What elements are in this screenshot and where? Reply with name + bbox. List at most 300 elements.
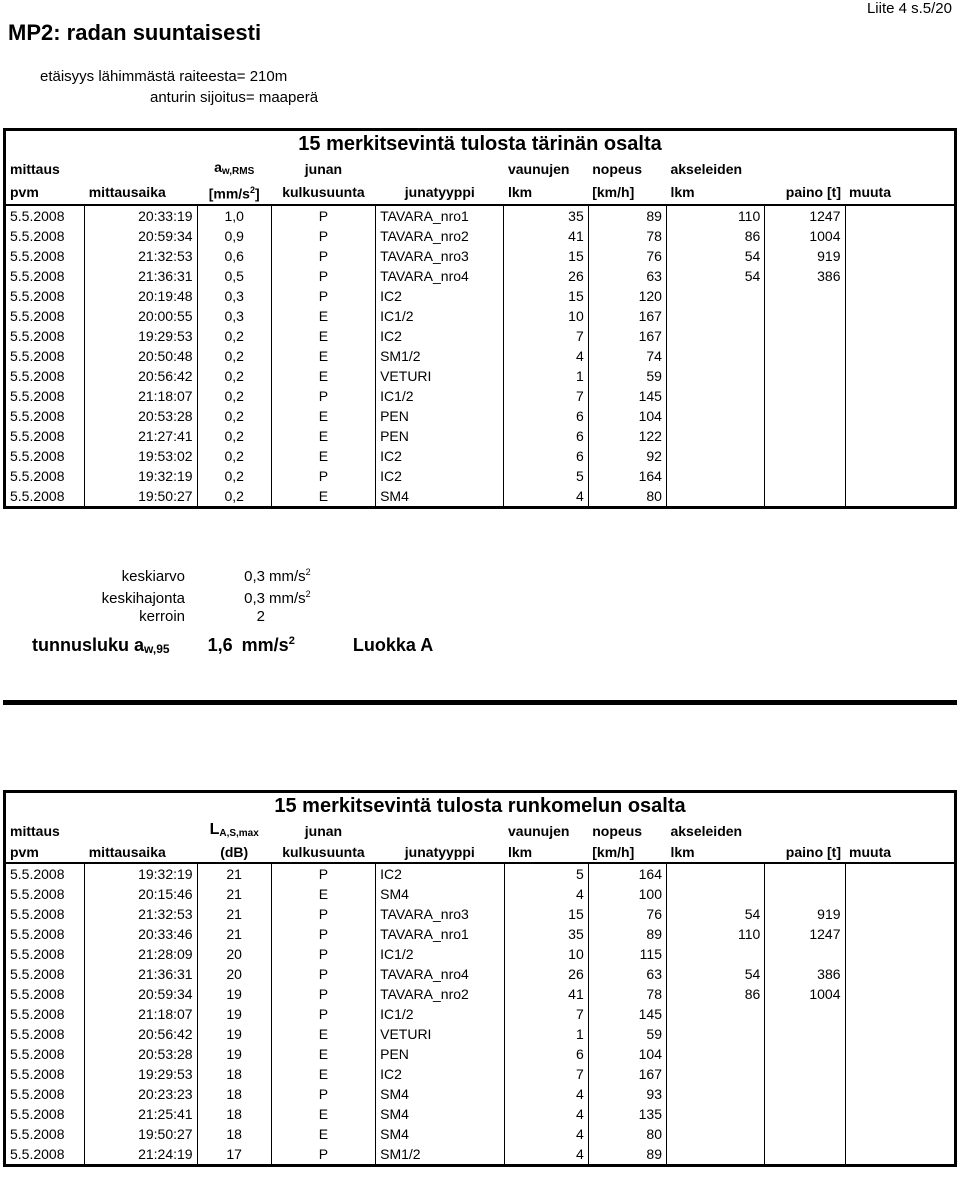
col-header-l: LA,S,max [209, 821, 259, 839]
table-cell: TAVARA_nro2 [376, 226, 504, 246]
sensor-line [150, 89, 318, 106]
table-cell: 5.5.2008 [5, 246, 85, 266]
table-cell: 86 [666, 226, 764, 246]
table-cell [765, 884, 845, 904]
table-cell [666, 466, 764, 486]
table-row [5, 326, 956, 346]
table-cell [845, 486, 956, 508]
table-cell: 5.5.2008 [5, 1124, 85, 1144]
table-cell: 386 [765, 266, 845, 286]
table-cell [845, 446, 956, 466]
table-cell: SM4 [376, 486, 504, 508]
stat-factor-value: 2 [256, 608, 265, 625]
col-header: vaunujen [508, 822, 570, 839]
table-cell [845, 1004, 955, 1024]
table-cell: SM4 [376, 1104, 504, 1124]
col-header: akseleiden [670, 160, 743, 177]
table-row [5, 386, 956, 406]
table-cell: IC1/2 [376, 306, 504, 326]
table-cell: 19:50:27 [85, 486, 197, 508]
table-cell: 19:32:19 [85, 466, 197, 486]
table-cell: 19 [197, 1044, 271, 1064]
col-header [376, 819, 504, 842]
table-cell: P [271, 286, 375, 306]
table-cell: 19:29:53 [85, 326, 197, 346]
table-cell: 5.5.2008 [5, 863, 85, 884]
vibration-section-title: 15 merkitsevintä tulosta tärinän osalta [298, 133, 662, 155]
table-row [5, 944, 956, 964]
table-cell: 164 [588, 466, 666, 486]
table-cell: E [271, 346, 375, 366]
table-cell: 135 [588, 1104, 666, 1124]
table-cell [666, 1144, 764, 1166]
table-cell: 5.5.2008 [5, 406, 85, 426]
table-cell: 20 [197, 964, 271, 984]
table-cell: PEN [376, 426, 504, 446]
table-cell: TAVARA_nro3 [376, 246, 504, 266]
table-cell: 6 [504, 406, 588, 426]
table-cell: 4 [504, 1124, 588, 1144]
table-cell: 21:27:41 [85, 426, 197, 446]
table-cell: 1 [504, 1024, 588, 1044]
table-cell: SM4 [376, 1084, 504, 1104]
table-row [5, 446, 956, 466]
table-cell: VETURI [376, 1024, 504, 1044]
table-cell: 54 [666, 266, 764, 286]
table-cell: 20 [197, 944, 271, 964]
table-cell: IC1/2 [376, 944, 504, 964]
table-cell [845, 266, 956, 286]
table-cell: 145 [588, 1004, 666, 1024]
table-cell [666, 863, 764, 884]
table-cell: 21:18:07 [85, 386, 197, 406]
table-cell: 63 [588, 266, 666, 286]
sensor-label: anturin sijoitus= [150, 89, 255, 106]
key-value: 1,6 [207, 635, 233, 655]
table-cell: TAVARA_nro1 [376, 924, 504, 944]
table-cell [845, 286, 956, 306]
table-cell: 21:18:07 [85, 1004, 197, 1024]
table-cell [845, 1064, 955, 1084]
table-cell: 59 [588, 1024, 666, 1044]
table-cell: 20:23:23 [85, 1084, 197, 1104]
table-cell: 20:53:28 [85, 406, 197, 426]
col-header [765, 819, 845, 842]
table-cell [845, 386, 956, 406]
table-row [5, 366, 956, 386]
table-cell: 21 [197, 863, 271, 884]
table-cell: E [271, 1064, 375, 1084]
table-cell: 4 [504, 346, 588, 366]
table-cell: 5.5.2008 [5, 326, 85, 346]
table-cell: 0,2 [197, 406, 271, 426]
table-cell: 0,2 [197, 446, 271, 466]
stat-factor-label: kerroin [139, 608, 185, 625]
table-cell: 41 [504, 984, 588, 1004]
table-cell: 21:36:31 [85, 266, 197, 286]
table-cell [765, 863, 845, 884]
table-cell: 18 [197, 1064, 271, 1084]
table-cell [845, 1024, 955, 1044]
table-row [5, 1104, 956, 1124]
table-cell: 35 [504, 205, 588, 226]
table-cell [845, 466, 956, 486]
table-cell: 5.5.2008 [5, 346, 85, 366]
table-cell [765, 1044, 845, 1064]
table-cell: 19:29:53 [85, 1064, 197, 1084]
table-row [5, 1124, 956, 1144]
table-cell [765, 1024, 845, 1044]
table-cell: 7 [504, 326, 588, 346]
table-cell [765, 366, 845, 386]
table-cell [666, 406, 764, 426]
table-cell: 20:33:19 [85, 205, 197, 226]
table-cell [845, 924, 955, 944]
table-cell: 4 [504, 1084, 588, 1104]
table-cell: 35 [504, 924, 588, 944]
table-cell: 89 [588, 1144, 666, 1166]
stat-mean [0, 567, 311, 585]
table-cell: 5.5.2008 [5, 306, 85, 326]
table-cell: 5 [504, 863, 588, 884]
stat-key-figure [32, 635, 433, 656]
table-cell: 0,6 [197, 246, 271, 266]
table-cell [845, 406, 956, 426]
table-cell: 5.5.2008 [5, 426, 85, 446]
table-row [5, 306, 956, 326]
table-cell: SM1/2 [376, 1144, 504, 1166]
table-cell [845, 1144, 955, 1166]
table-cell: 104 [588, 1044, 666, 1064]
table-cell: 74 [588, 346, 666, 366]
table-cell [666, 366, 764, 386]
col-header: nopeus [592, 160, 643, 177]
table-cell: 20:19:48 [85, 286, 197, 306]
table-cell: 21:36:31 [85, 964, 197, 984]
table-cell: 78 [588, 226, 666, 246]
table-cell: IC1/2 [376, 1004, 504, 1024]
col-header-a: aw,RMS [214, 159, 255, 177]
table-row [5, 406, 956, 426]
col-header: akseleiden [670, 822, 743, 839]
table-cell: SM4 [376, 1124, 504, 1144]
col-header: paino [t] [765, 180, 845, 205]
table-cell: IC2 [376, 326, 504, 346]
table-cell: 167 [588, 306, 666, 326]
table-cell: 54 [666, 904, 764, 924]
table-cell: P [271, 266, 375, 286]
table-cell: 15 [504, 246, 588, 266]
table-cell: 6 [504, 1044, 588, 1064]
table-cell: 0,2 [197, 346, 271, 366]
table-cell: 5.5.2008 [5, 944, 85, 964]
col-header [85, 819, 197, 842]
table-cell: 19:32:19 [85, 863, 197, 884]
table-cell [765, 446, 845, 466]
table-cell: IC2 [376, 286, 504, 306]
col-header: muuta [845, 180, 956, 205]
table-row [5, 226, 956, 246]
table-cell [845, 1084, 955, 1104]
col-header: mittaus [10, 160, 60, 177]
table-cell: E [271, 366, 375, 386]
table-row [5, 346, 956, 366]
table-cell: 4 [504, 884, 588, 904]
appendix-label: Liite 4 s.5/20 [866, 0, 952, 17]
table-cell: P [271, 964, 375, 984]
table-cell: 1247 [765, 924, 845, 944]
stat-mean-label: keskiarvo [121, 568, 185, 585]
table-cell [765, 426, 845, 446]
table-cell: 919 [765, 904, 845, 924]
table-cell: 78 [588, 984, 666, 1004]
table-cell: 104 [588, 406, 666, 426]
table-cell [666, 1024, 764, 1044]
table-cell: 0,2 [197, 426, 271, 446]
table-cell: 0,2 [197, 466, 271, 486]
col-header: kulkusuunta [271, 842, 375, 863]
table-cell: 20:15:46 [85, 884, 197, 904]
table-cell [765, 466, 845, 486]
table-row [5, 1004, 956, 1024]
table-cell [765, 406, 845, 426]
col-header [845, 819, 955, 842]
table-cell: 80 [588, 1124, 666, 1144]
table-cell [765, 326, 845, 346]
table-cell: 0,5 [197, 266, 271, 286]
table-cell: 15 [504, 286, 588, 306]
table-cell: 0,2 [197, 386, 271, 406]
table-cell [845, 863, 955, 884]
table-cell: 5.5.2008 [5, 1064, 85, 1084]
table-row [5, 964, 956, 984]
table-cell [666, 346, 764, 366]
table-cell: 92 [588, 446, 666, 466]
table-cell [845, 904, 955, 924]
table-cell: 5.5.2008 [5, 446, 85, 466]
table-cell: 21:25:41 [85, 1104, 197, 1124]
table-cell [765, 1124, 845, 1144]
table-cell: 21 [197, 884, 271, 904]
table-cell: E [271, 1024, 375, 1044]
table-row [5, 904, 956, 924]
table-cell: 1004 [765, 226, 845, 246]
table-cell: 110 [666, 924, 764, 944]
table-cell: 20:00:55 [85, 306, 197, 326]
table-cell: 0,2 [197, 366, 271, 386]
table-cell: 19:53:02 [85, 446, 197, 466]
table-cell: 5.5.2008 [5, 1104, 85, 1124]
table-cell: 20:56:42 [85, 1024, 197, 1044]
table-cell: 5.5.2008 [5, 386, 85, 406]
table-cell: 4 [504, 486, 588, 508]
table-cell: 19 [197, 984, 271, 1004]
table-cell [666, 884, 764, 904]
table-cell [765, 346, 845, 366]
col-header: (dB) [197, 842, 271, 863]
table-cell: IC2 [376, 863, 504, 884]
col-header [845, 157, 956, 180]
table-cell: 20:33:46 [85, 924, 197, 944]
table-cell: 5.5.2008 [5, 486, 85, 508]
table-cell: P [271, 984, 375, 1004]
table-cell: P [271, 924, 375, 944]
col-header: muuta [845, 842, 955, 863]
table-row [5, 1064, 956, 1084]
col-header-unit: $[mm/s^2]$ [197, 180, 271, 205]
table-cell: 5.5.2008 [5, 884, 85, 904]
table-cell [765, 1144, 845, 1166]
table-row [5, 205, 956, 226]
table-cell: 1247 [765, 205, 845, 226]
table-cell [666, 446, 764, 466]
table-cell: PEN [376, 1044, 504, 1064]
class-label: Luokka A [352, 635, 434, 655]
table-cell: 59 [588, 366, 666, 386]
table-cell: P [271, 246, 375, 266]
table-cell: 20:50:48 [85, 346, 197, 366]
table-cell: P [271, 863, 375, 884]
table-cell: 167 [588, 1064, 666, 1084]
distance-label: etäisyys lähimmästä raiteesta= [40, 68, 246, 85]
table-cell [666, 1124, 764, 1144]
table-cell: E [271, 1044, 375, 1064]
table-row [5, 246, 956, 266]
stat-std [0, 589, 311, 607]
table-cell [666, 1004, 764, 1024]
table-cell [765, 944, 845, 964]
page-title: MP2: radan suuntaisesti [8, 20, 262, 45]
table-cell [666, 944, 764, 964]
table-cell [845, 205, 956, 226]
col-header: mittausaika [85, 180, 197, 205]
table-cell: IC2 [376, 466, 504, 486]
table-cell: 919 [765, 246, 845, 266]
col-header: junan [304, 160, 343, 177]
table-cell: TAVARA_nro1 [376, 205, 504, 226]
noise-section-title: 15 merkitsevintä tulosta runkomelun osalta [274, 795, 686, 817]
table-row [5, 1144, 956, 1166]
table-cell: 21 [197, 924, 271, 944]
table-cell: E [271, 1104, 375, 1124]
table-cell: 5.5.2008 [5, 205, 85, 226]
table-cell: 18 [197, 1084, 271, 1104]
table-cell: 100 [588, 884, 666, 904]
table-cell: 80 [588, 486, 666, 508]
table-cell: 122 [588, 426, 666, 446]
table-row [5, 486, 956, 508]
table-cell: 26 [504, 266, 588, 286]
table-cell: P [271, 205, 375, 226]
table-cell [845, 246, 956, 266]
table-cell [666, 326, 764, 346]
table-cell: 7 [504, 1004, 588, 1024]
table-cell: P [271, 904, 375, 924]
table-cell: 54 [666, 964, 764, 984]
table-cell: 5.5.2008 [5, 286, 85, 306]
distance-value: 210m [249, 68, 288, 85]
table-cell: 1,0 [197, 205, 271, 226]
table-cell: E [271, 1124, 375, 1144]
table-cell: 5.5.2008 [5, 226, 85, 246]
table-cell: IC2 [376, 1064, 504, 1084]
table-cell [845, 1124, 955, 1144]
table-cell: 20:56:42 [85, 366, 197, 386]
table-row [5, 884, 956, 904]
table-cell: 5.5.2008 [5, 964, 85, 984]
table-cell: P [271, 1004, 375, 1024]
table-cell [765, 286, 845, 306]
col-header: paino [t] [765, 842, 845, 863]
table-cell [666, 486, 764, 508]
table-cell: E [271, 486, 375, 508]
table-cell: 54 [666, 246, 764, 266]
table-row [5, 266, 956, 286]
table-cell: TAVARA_nro4 [376, 964, 504, 984]
table-cell: IC2 [376, 446, 504, 466]
table-row [5, 1084, 956, 1104]
table-cell: 76 [588, 904, 666, 924]
table-cell: 0,2 [197, 326, 271, 346]
table-cell: 5.5.2008 [5, 904, 85, 924]
table-row [5, 466, 956, 486]
table-cell [765, 306, 845, 326]
table-cell [845, 306, 956, 326]
table-cell: PEN [376, 406, 504, 426]
table-cell [666, 1104, 764, 1124]
table-cell [666, 306, 764, 326]
col-header: lkm [666, 842, 764, 863]
table-cell: E [271, 884, 375, 904]
table-cell: 0,3 [197, 306, 271, 326]
table-cell: SM1/2 [376, 346, 504, 366]
table-cell: 76 [588, 246, 666, 266]
table-cell: 386 [765, 964, 845, 984]
table-cell: 18 [197, 1104, 271, 1124]
table-cell [666, 426, 764, 446]
table-cell [845, 346, 956, 366]
col-header: vaunujen [507, 160, 570, 177]
table-cell: 20:59:34 [85, 226, 197, 246]
table-cell [845, 326, 956, 346]
table-cell: 110 [666, 205, 764, 226]
table-cell: 20:53:28 [85, 1044, 197, 1064]
col-header: pvm [5, 842, 85, 863]
table-cell: 5.5.2008 [5, 1024, 85, 1044]
table-cell: 1 [504, 366, 588, 386]
table-cell: 5.5.2008 [5, 366, 85, 386]
col-header: nopeus [592, 822, 643, 839]
table-cell: 167 [588, 326, 666, 346]
table-cell: 5 [504, 466, 588, 486]
table-cell [845, 884, 955, 904]
table-cell: 21:24:19 [85, 1144, 197, 1166]
table-cell: E [271, 326, 375, 346]
table-cell: TAVARA_nro4 [376, 266, 504, 286]
table-row [5, 863, 956, 884]
table-cell: 5.5.2008 [5, 984, 85, 1004]
table-cell: 19 [197, 1024, 271, 1044]
table-cell [765, 1064, 845, 1084]
table-cell: 6 [504, 446, 588, 466]
table-cell: 0,9 [197, 226, 271, 246]
table-cell: 41 [504, 226, 588, 246]
table-cell: 20:59:34 [85, 984, 197, 1004]
key-label: tunnusluku aw,95 [32, 635, 170, 656]
table-cell: 5.5.2008 [5, 466, 85, 486]
table-cell: E [271, 426, 375, 446]
table-row [5, 1024, 956, 1044]
